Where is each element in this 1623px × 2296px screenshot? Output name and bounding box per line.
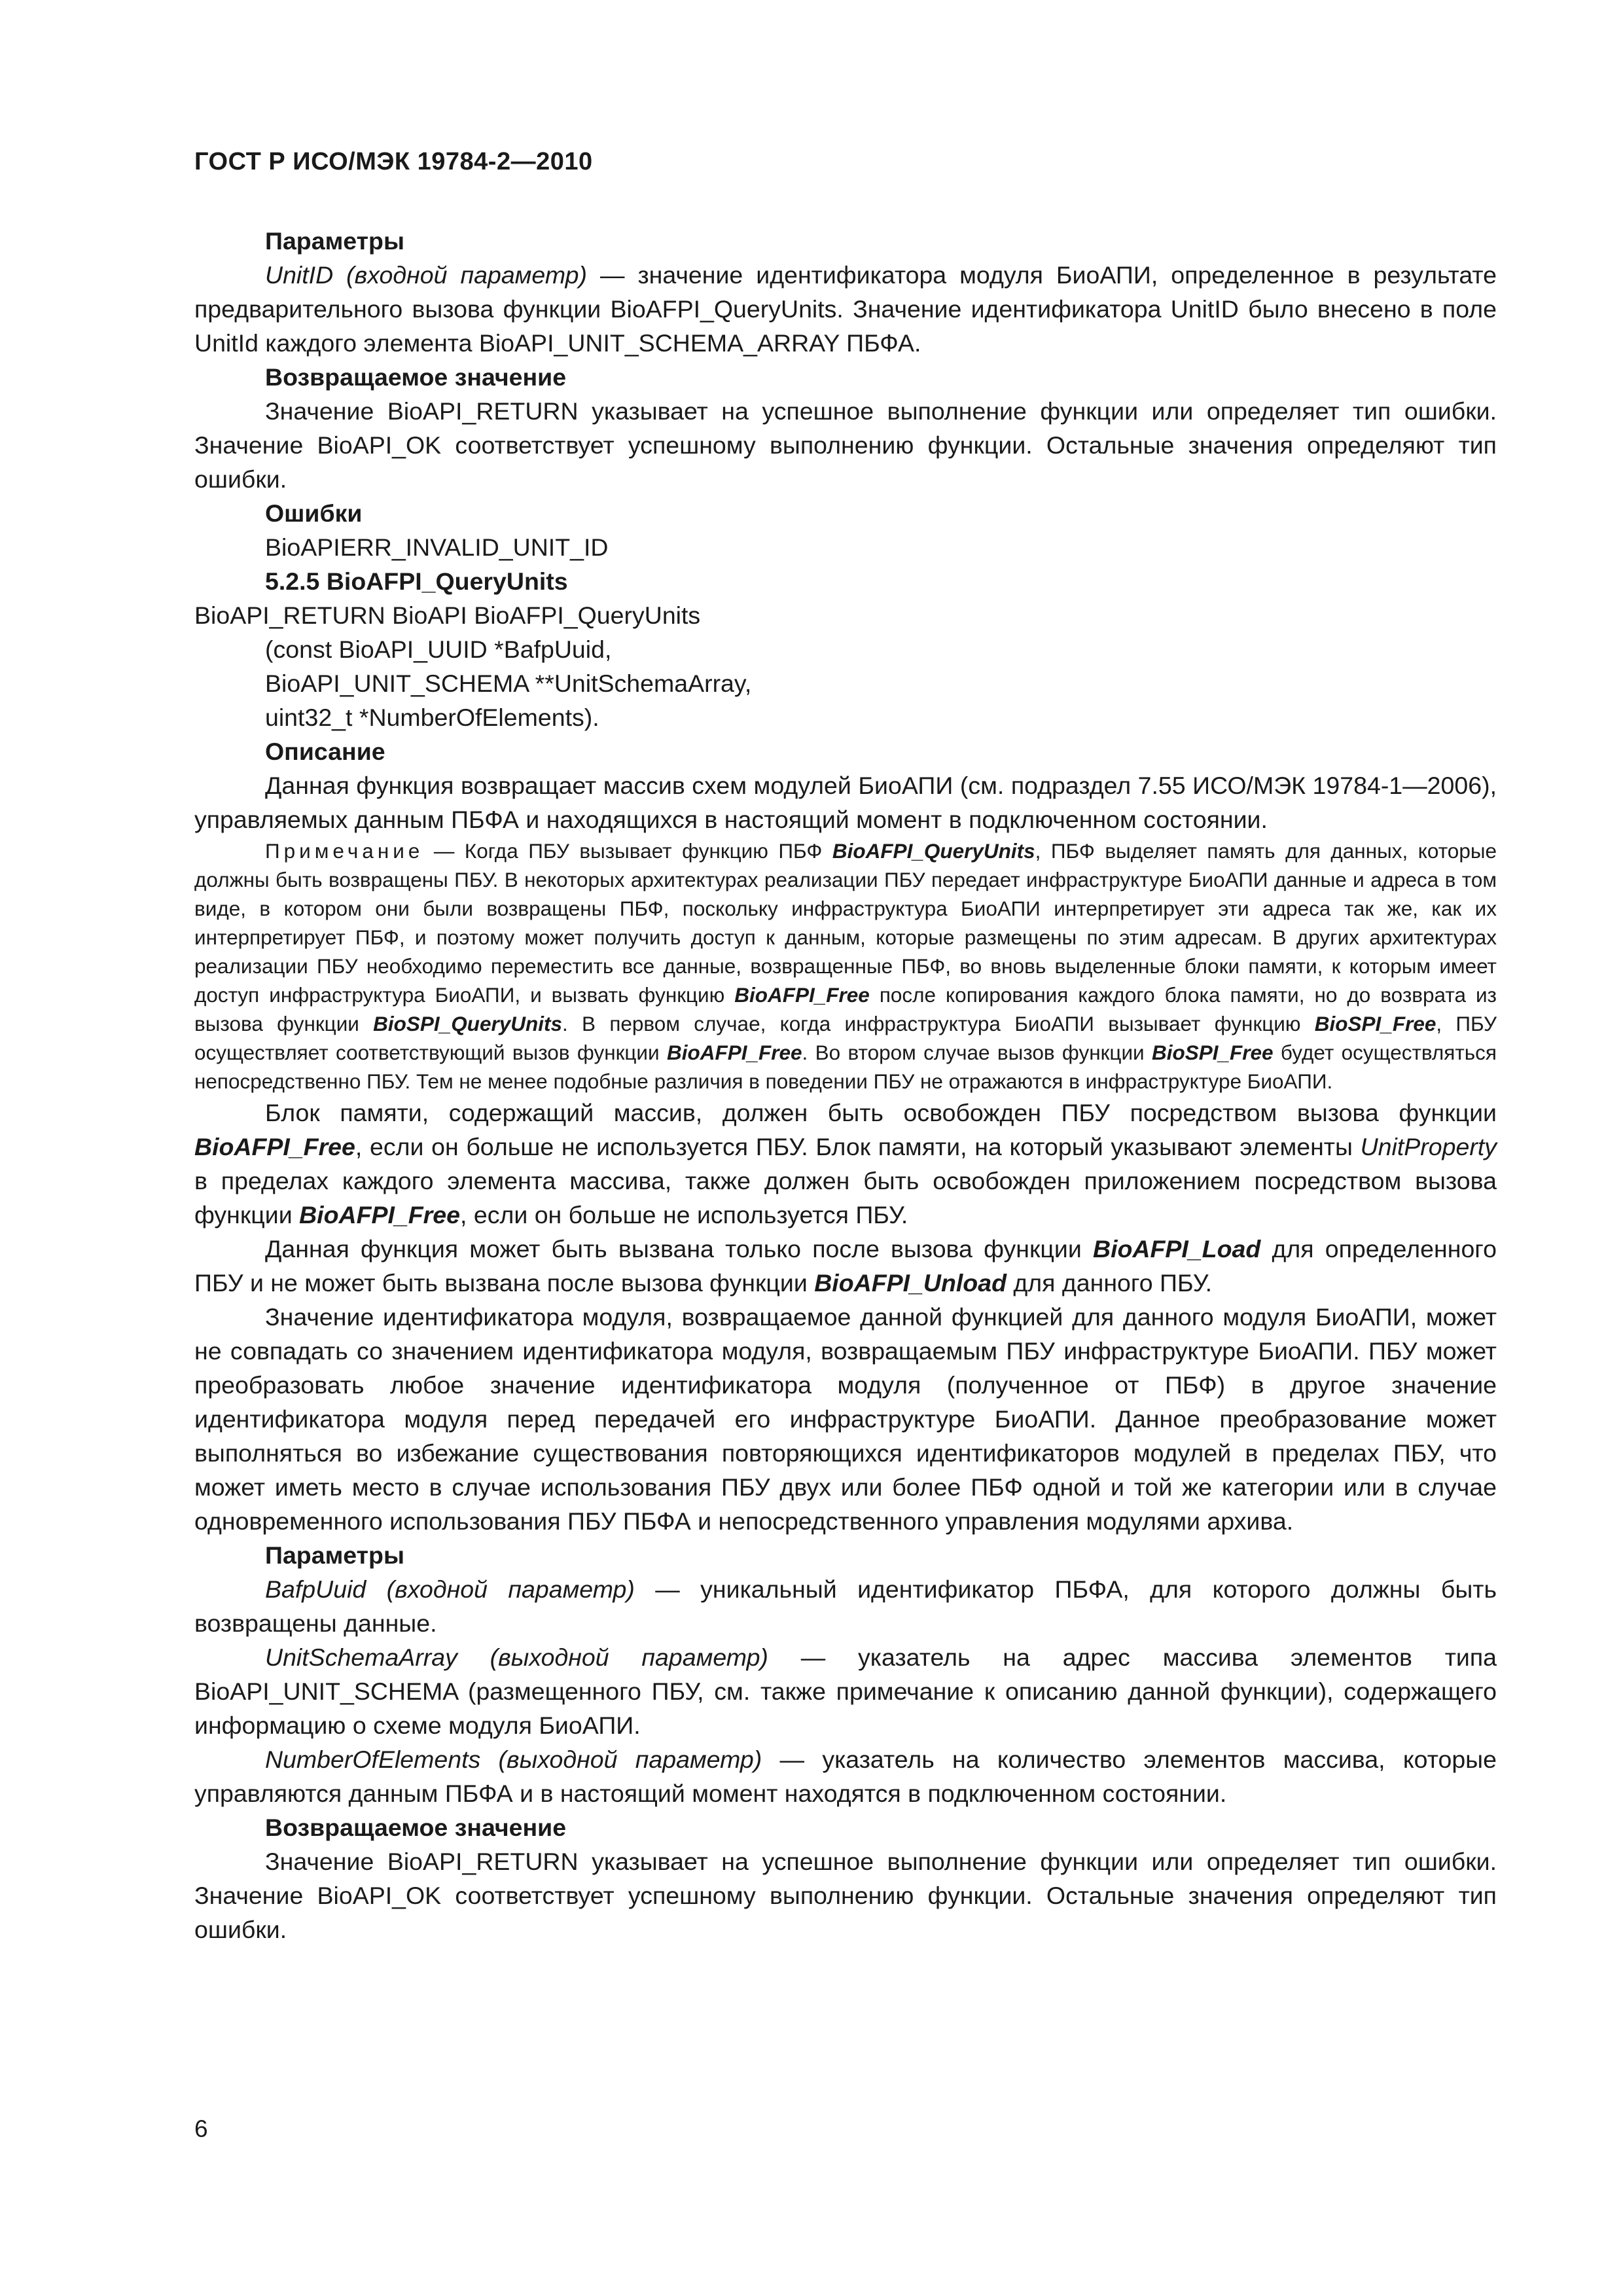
function-name: BioAFPI_Free	[194, 1133, 355, 1160]
note-text: после копирования каждого блока памяти, но до возврата из вызова функции	[194, 983, 1497, 1035]
section-heading: 5.2.5 BioAFPI_QueryUnits	[265, 567, 568, 595]
note-text: будет осуществляться непосредственно ПБУ. Тем не менее подобные различия в поведении ПБУ не отражаются в инфраструктуре БиоАПИ.	[194, 1041, 1497, 1093]
param-desc: — указатель на адрес массива элементов типа BioAPI_UNIT_SCHEMA (размещенного ПБУ, см. также примечание к описанию данной функции), содержащего информацию о схеме модуля БиоАПИ.	[194, 1643, 1497, 1739]
function-name: BioAFPI_QueryUnits	[832, 839, 1035, 863]
return-heading: Возвращаемое значение	[265, 1814, 567, 1841]
param-desc: — значение идентификатора модуля БиоАПИ, определенное в результате предварительного вызова функции BioAFPI_QueryUnits. Значение идентификатора UnitID было внесено в поле UnitId каждого элемента BioAPI_UNIT_SCHEMA_ARRAY ПБФА.	[194, 261, 1497, 357]
note-text: . Во втором случае вызов функции	[802, 1041, 1152, 1064]
function-name: BioAFPI_Free	[666, 1041, 802, 1064]
param-unitschemaarray	[194, 1640, 1497, 1742]
description-heading: Описание	[265, 738, 385, 765]
field-name: UnitProperty	[1360, 1133, 1497, 1160]
unitid-mapping-paragraph: Значение идентификатора модуля, возвращаемое данной функцией для данного модуля БиоАПИ, может не совпадать со значением идентификатора модуля, возвращаемым ПБУ инфраструктуре БиоАПИ. ПБУ может преобразовать любое значение идентификатора модуля (полученное от ПБФ) в другое значение идентификатора модуля перед передачей его инфраструктуре БиоАПИ. Данное преобразование может выполняться во избежание существования повторяющихся идентификаторов модулей в пределах ПБУ, что может иметь место в случае использования ПБУ двух или более ПБФ одной и той же категории или в случае одновременного использования ПБУ ПБФА и непосредственного управления модулями архива.	[194, 1303, 1497, 1535]
function-name: BioAFPI_Free	[299, 1201, 460, 1229]
note-label: Примечание	[265, 839, 424, 863]
signature-line: BioAPI_UNIT_SCHEMA **UnitSchemaArray,	[265, 670, 752, 697]
return-text: Значение BioAPI_RETURN указывает на успешное выполнение функции или определяет тип ошибки. Значение BioAPI_OK соответствует успешному выполнению функции. Остальные значения определяют тип ошибки.	[194, 397, 1497, 493]
function-name: BioSPI_Free	[1314, 1012, 1436, 1035]
paragraph-text: , если он больше не используется ПБУ. Блок памяти, на который указывают элементы	[355, 1133, 1361, 1160]
paragraph-text: в пределах каждого элемента массива, также должен быть освобожден приложением посредством вызова функции	[194, 1167, 1497, 1229]
param-term: BafpUuid (входной параметр)	[265, 1575, 635, 1603]
paragraph-text: для определенного ПБУ и не может быть вызвана после вызова функции	[194, 1235, 1497, 1297]
paragraph-text: , если он больше не используется ПБУ.	[460, 1201, 908, 1229]
note-text: , ПБУ осуществляет соответствующий вызов функции	[194, 1012, 1497, 1064]
params-heading: Параметры	[265, 1541, 404, 1569]
document-body	[194, 224, 1497, 1946]
function-name: BioSPI_QueryUnits	[373, 1012, 562, 1035]
paragraph-text: для данного ПБУ.	[1006, 1269, 1212, 1297]
param-desc: — указатель на количество элементов массива, которые управляются данным ПБФА и в настоящий момент находятся в подключенном состоянии.	[194, 1746, 1497, 1807]
function-name: BioAFPI_Load	[1093, 1235, 1261, 1263]
signature-line: uint32_t *NumberOfElements).	[265, 704, 599, 731]
function-name: BioAFPI_Free	[734, 983, 870, 1007]
param-term: UnitSchemaArray (выходной параметр)	[265, 1643, 768, 1671]
function-name: BioAFPI_Unload	[814, 1269, 1007, 1297]
param-unitid	[194, 258, 1497, 360]
note-text: , ПБФ выделяет память для данных, которые должны быть возвращены ПБУ. В некоторых архитектурах реализации ПБУ передает инфраструктуре БиоАПИ данные и адреса в том виде, в котором они были возвращены ПБФ, поскольку инфраструктура БиоАПИ интерпретирует эти адреса так же, как их интерпретирует ПБФ, и поэтому может получить доступ к данным, которые размещены по этим адресам. В других архитектурах реализации ПБУ необходимо переместить все данные, возвращенные ПБФ, во вновь выделенные блоки памяти, к которым имеет доступ инфраструктура БиоАПИ, и вызвать функцию	[194, 839, 1497, 1007]
errors-heading: Ошибки	[265, 499, 363, 527]
document-header: ГОСТ Р ИСО/МЭК 19784-2—2010	[194, 148, 593, 175]
param-term: NumberOfElements (выходной параметр)	[265, 1746, 762, 1773]
call-order-paragraph	[194, 1232, 1497, 1300]
param-bafpuuid	[194, 1572, 1497, 1640]
params-heading: Параметры	[265, 227, 404, 255]
param-numberofelements	[194, 1742, 1497, 1810]
error-code: BioAPIERR_INVALID_UNIT_ID	[265, 533, 609, 561]
memory-paragraph	[194, 1096, 1497, 1232]
note-paragraph	[194, 836, 1497, 1096]
return-heading: Возвращаемое значение	[265, 363, 567, 391]
note-text: — Когда ПБУ вызывает функцию ПБФ	[423, 839, 832, 863]
description-text: Данная функция возвращает массив схем модулей БиоАПИ (см. подраздел 7.55 ИСО/МЭК 19784-1—2006), управляемых данным ПБФА и находящихся в настоящий момент в подключенном состоянии.	[194, 772, 1497, 833]
return-text: Значение BioAPI_RETURN указывает на успешное выполнение функции или определяет тип ошибки. Значение BioAPI_OK соответствует успешному выполнению функции. Остальные значения определяют тип ошибки.	[194, 1848, 1497, 1943]
signature-line: BioAPI_RETURN BioAPI BioAFPI_QueryUnits	[194, 601, 701, 629]
param-desc: — уникальный идентификатор ПБФА, для которого должны быть возвращены данные.	[194, 1575, 1497, 1637]
function-name: BioSPI_Free	[1152, 1041, 1274, 1064]
param-term: UnitID (входной параметр)	[265, 261, 587, 289]
paragraph-text: Данная функция может быть вызвана только после вызова функции	[265, 1235, 1093, 1263]
note-text: . В первом случае, когда инфраструктура БиоАПИ вызывает функцию	[562, 1012, 1315, 1035]
signature-line: (const BioAPI_UUID *BafpUuid,	[265, 636, 612, 663]
paragraph-text: Блок памяти, содержащий массив, должен быть освобожден ПБУ посредством вызова функции	[265, 1099, 1497, 1126]
page-number: 6	[194, 2115, 208, 2142]
